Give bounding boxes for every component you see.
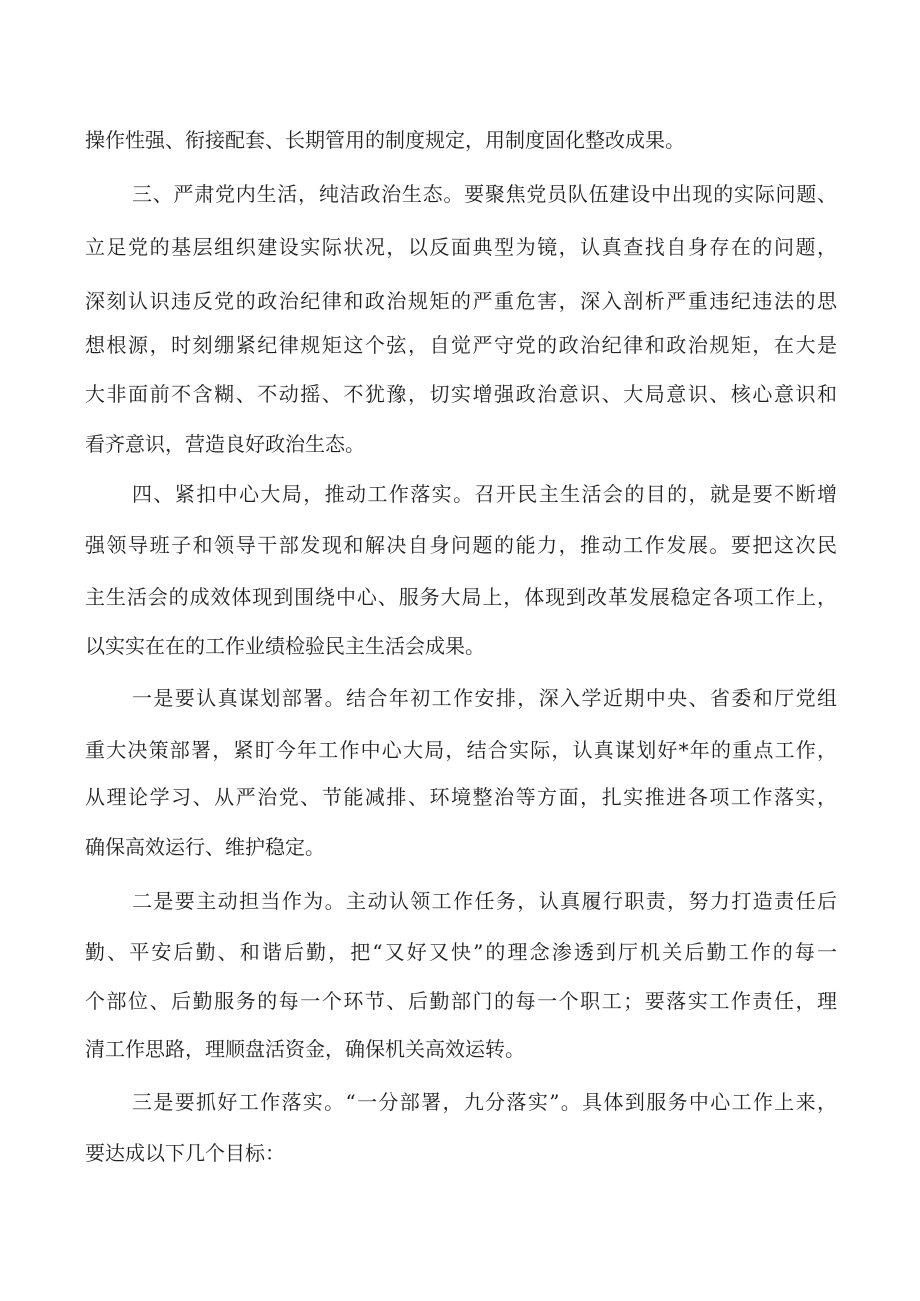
text-line: 以实实在在的工作业绩检验民主生活会成果。 — [85, 634, 485, 658]
text-line: 二是要主动担当作为。主动认领工作任务，认真履行职责，努力打造责任后 — [132, 889, 837, 913]
text-line: 重大决策部署，紧盯今年工作中心大局，结合实际，认真谋划好*年的重点工作， — [85, 738, 837, 762]
text-line: 三、严肃党内生活，纯洁政治生态。要聚焦党员队伍建设中出现的实际问题、 — [132, 182, 837, 206]
text-line: 清工作思路，理顺盘活资金，确保机关高效运转。 — [85, 1037, 525, 1061]
text-line: 从理论学习、从严治党、节能减排、环境整治等方面，扎实推进各项工作落实， — [85, 785, 837, 809]
text-line: 确保高效运行、维护稳定。 — [85, 835, 325, 859]
text-line: 主生活会的成效体现到围绕中心、服务大局上，体现到改革发展稳定各项工作上， — [85, 585, 837, 609]
text-line: 大非面前不含糊、不动摇、不犹豫，切实增强政治意识、大局意识、核心意识和 — [85, 382, 837, 406]
text-line: 一是要认真谋划部署。结合年初工作安排，深入学近期中央、省委和厅党组 — [132, 686, 837, 710]
text-line: 立足党的基层组织建设实际状况，以反面典型为镜，认真查找自身存在的问题， — [85, 235, 837, 259]
text-line: 四、紧扣中心大局，推动工作落实。召开民主生活会的目的，就是要不断增 — [132, 482, 837, 506]
text-line: 操作性强、衔接配套、长期管用的制度规定，用制度固化整改成果。 — [85, 128, 685, 152]
text-line: 强领导班子和领导干部发现和解决自身问题的能力，推动工作发展。要把这次民 — [85, 533, 837, 557]
text-line: 个部位、后勤服务的每一个环节、后勤部门的每一个职工；要落实工作责任，理 — [85, 989, 837, 1013]
text-line: 三是要抓好工作落实。“一分部署，九分落实”。具体到服务中心工作上来， — [132, 1090, 837, 1114]
text-line: 看齐意识，营造良好政治生态。 — [85, 432, 365, 456]
text-line: 想根源，时刻绷紧纪律规矩这个弦，自觉严守党的政治纪律和政治规矩，在大是 — [85, 333, 837, 357]
text-line: 勤、平安后勤、和谐后勤，把“又好又快”的理念渗透到厅机关后勤工作的每一 — [85, 940, 837, 964]
text-line: 要达成以下几个目标： — [85, 1141, 285, 1165]
text-line: 深刻认识违反党的政治纪律和政治规矩的严重危害，深入剖析严重违纪违法的思 — [85, 289, 837, 313]
